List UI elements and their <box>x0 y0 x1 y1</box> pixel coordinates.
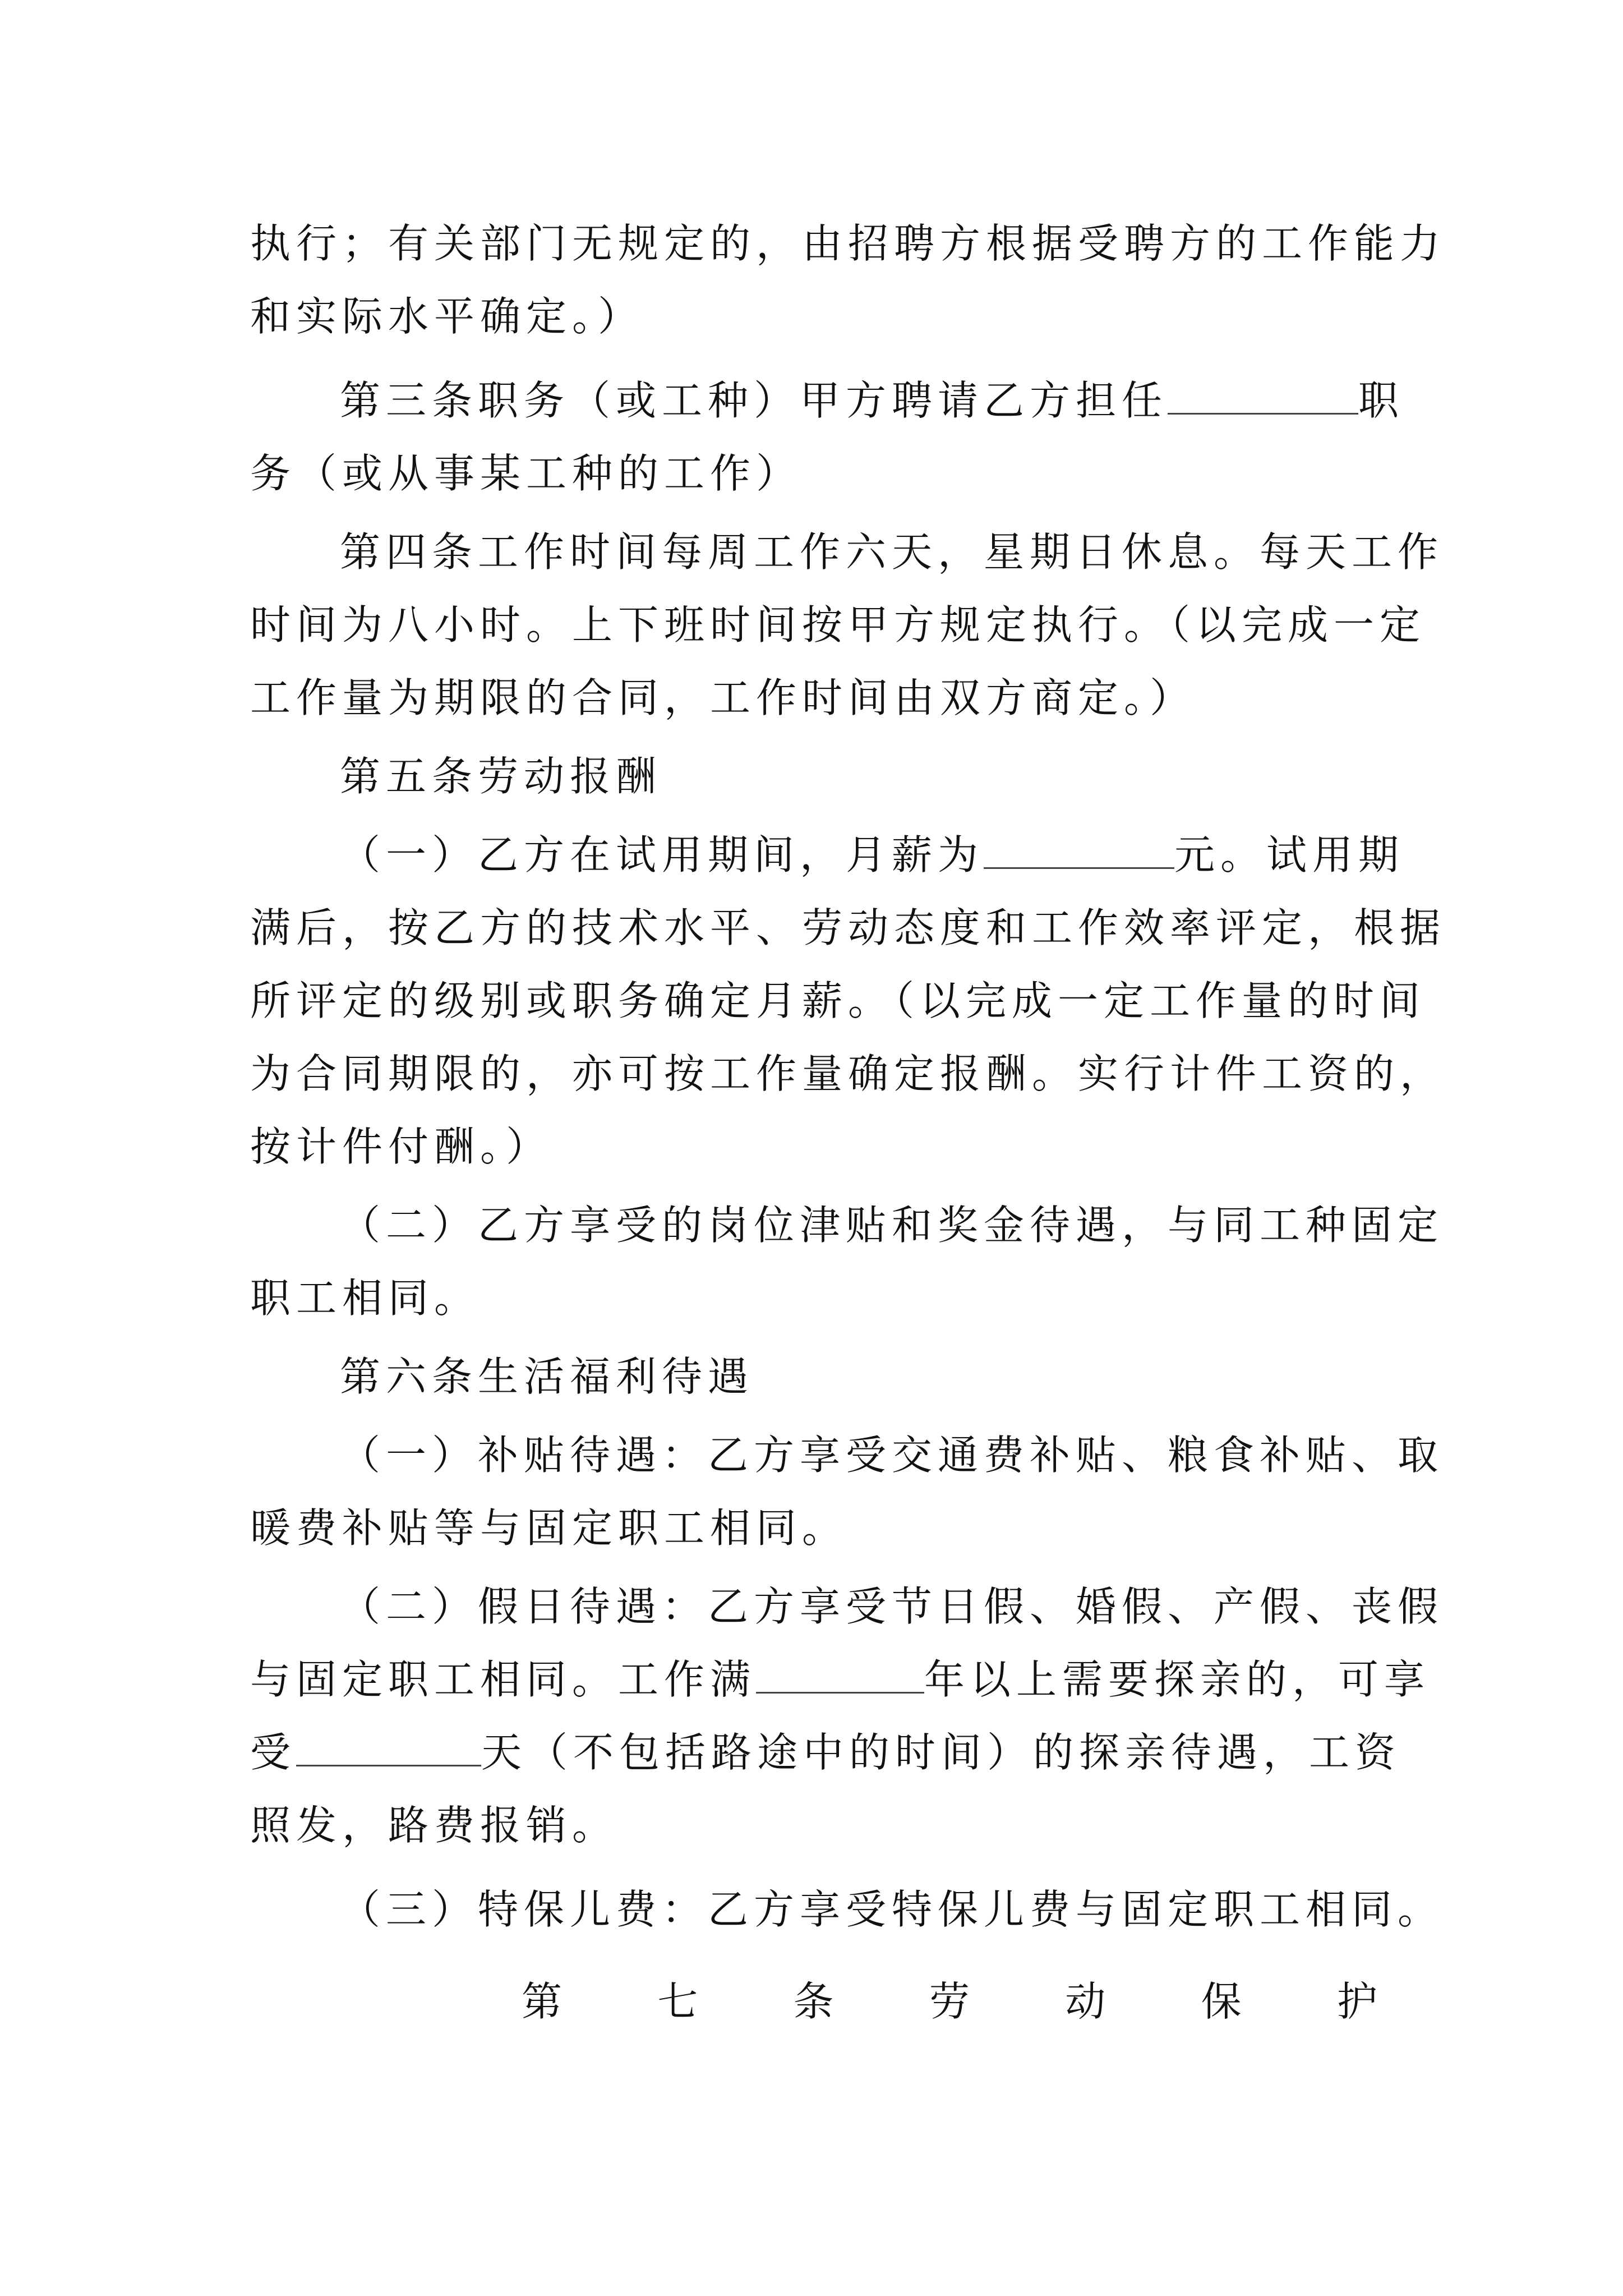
text-line: 务（或从事某工种的工作） <box>250 450 803 497</box>
article-5-heading: 第五条劳动报酬 <box>340 753 662 800</box>
text-segment: 与固定职工相同。工作满 <box>250 1656 757 1703</box>
text-segment: 受 <box>250 1729 297 1776</box>
text-line: 执行；有关部门无规定的，由招聘方根据受聘方的工作能力 <box>250 220 1446 267</box>
text-line: 时间为八小时。上下班时间按甲方规定执行。（以完成一定 <box>250 601 1426 648</box>
text-segment: 元。试用期 <box>1174 831 1405 878</box>
text-line: 为合同期限的，亦可按工作量确定报酬。实行计件工资的， <box>250 1050 1446 1097</box>
heading-char: 劳 <box>929 1978 970 2025</box>
text-line: 所评定的级别或职务确定月薪。（以完成一定工作量的时间 <box>250 977 1426 1024</box>
clause-line: （二）乙方享受的岗位津贴和奖金待遇，与同工种固定 <box>340 1202 1444 1249</box>
heading-char: 第 <box>522 1978 562 2025</box>
article-6-heading: 第六条生活福利待遇 <box>340 1353 754 1400</box>
text-segment: （一）乙方在试用期间，月薪为 <box>340 831 984 878</box>
text-segment: 职 <box>1358 377 1405 424</box>
heading-char: 护 <box>1336 1978 1377 2025</box>
text-line: 按计件付酬。） <box>250 1123 552 1170</box>
text-line: 职工相同。 <box>250 1274 481 1322</box>
fill-blank[interactable] <box>756 1655 924 1694</box>
fill-blank[interactable] <box>984 830 1174 869</box>
text-line: 照发，路费报销。 <box>250 1802 619 1849</box>
fill-blank[interactable] <box>296 1728 481 1766</box>
heading-char: 动 <box>1065 1978 1106 2025</box>
text-line: 工作量为期限的合同，工作时间由双方商定。） <box>250 674 1196 721</box>
clause-line: （二）假日待遇：乙方享受节日假、婚假、产假、丧假 <box>340 1583 1444 1630</box>
heading-char: 保 <box>1201 1978 1242 2025</box>
text-segment: 第三条职务（或工种）甲方聘请乙方担任 <box>340 377 1168 424</box>
heading-char: 七 <box>657 1978 698 2025</box>
clause-line: （一）补贴待遇：乙方享受交通费补贴、粮食补贴、取 <box>340 1432 1444 1479</box>
clause-line: （三）特保儿费：乙方享受特保儿费与固定职工相同。 <box>340 1886 1444 1933</box>
text-segment: 年以上需要探亲的，可享 <box>924 1656 1431 1703</box>
text-line: 暖费补贴等与固定职工相同。 <box>250 1504 849 1552</box>
article-7-heading <box>522 1957 1377 2046</box>
heading-char: 条 <box>793 1978 834 2025</box>
text-line: 和实际水平确定。） <box>250 293 644 340</box>
text-line: 满后，按乙方的技术水平、劳动态度和工作效率评定，根据 <box>250 904 1446 951</box>
text-segment: 天（不包括路途中的时间）的探亲待遇，工资 <box>481 1729 1401 1776</box>
fill-blank[interactable] <box>1168 376 1358 415</box>
article-4-heading: 第四条工作时间每周工作六天，星期日休息。每天工作 <box>340 528 1444 576</box>
